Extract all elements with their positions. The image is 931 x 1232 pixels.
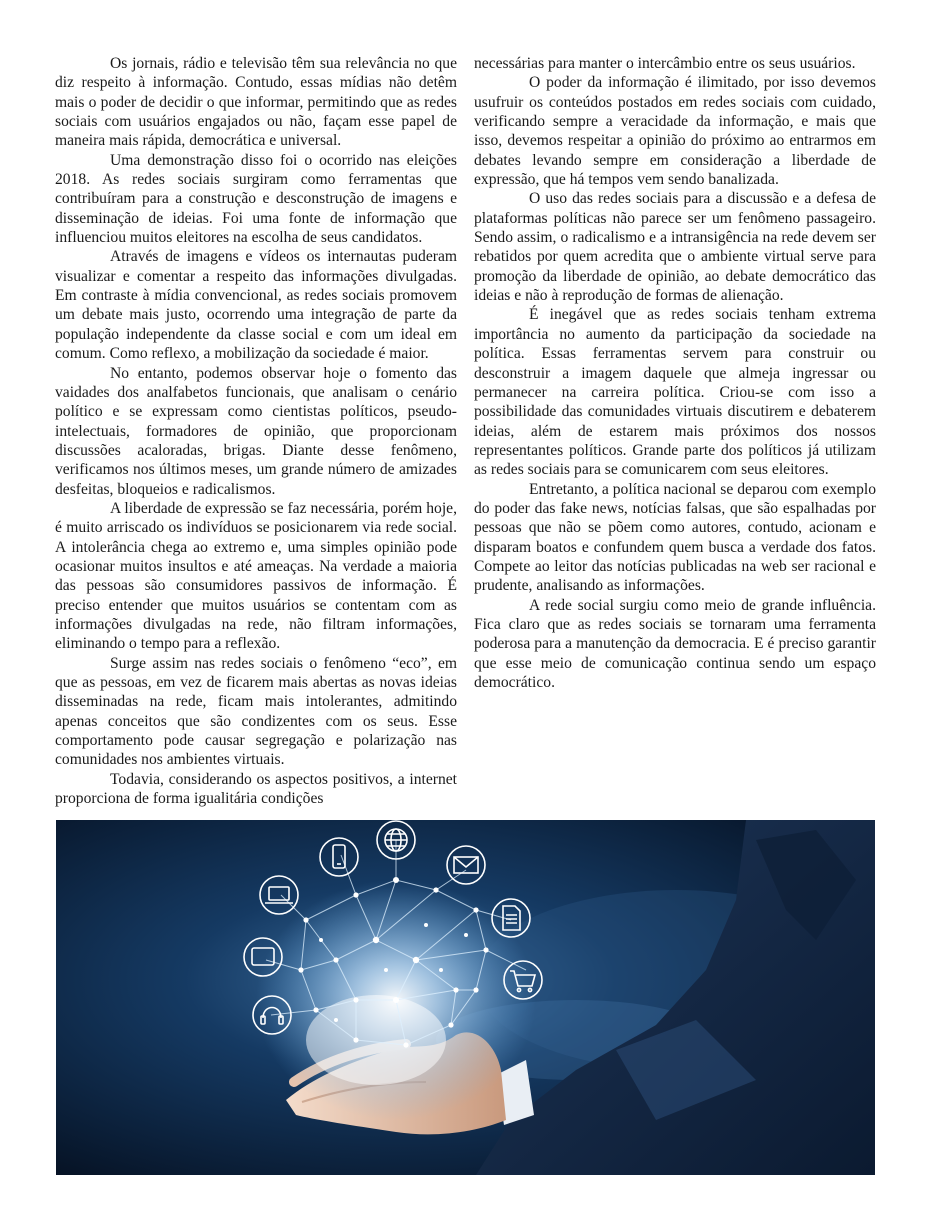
paragraph: O poder da informação é ilimitado, por isso devemos usufruir os conteúdos postados em redes sociais com cuidado, verificando sempre a veracidade da informação, e mais que isso, devemos respeitar a opinião do próximo ao entrarmos em debates levando sempre em consideração a liberdade de expressão, que há tempos vem sendo banalizada. (474, 74, 876, 189)
paragraph: Através de imagens e vídeos os internautas puderam visualizar e comentar a respeito das informações divulgadas. Em contraste à mídia convencional, as redes sociais promovem um debate mais justo, ocorrendo uma integração de parte da população independente da classe social e com um ideal em comum. Como reflexo, a mobilização da sociedade é maior. (55, 248, 457, 363)
paragraph: Surge assim nas redes sociais o fenômeno “eco”, em que as pessoas, em vez de ficarem mais abertas as novas ideias disseminadas na rede, ficam mais intolerantes, admitindo apenas conceitos que são condizentes com os seus. Esse comportamento pode causar segregação e polarização nas comunidades nos ambientes virtuais. (55, 654, 457, 769)
network-hand-photo (56, 820, 875, 1175)
article-right-column (474, 54, 876, 692)
paragraph: A liberdade de expressão se faz necessária, porém hoje, é muito arriscado os indivíduos se posicionarem via rede social. A intolerância chega ao extremo e, uma simples opinião pode ocasionar muitos insultos e até ameaças. Na verdade a maioria das pessoas são consumidores passivos de informação. É preciso entender que muitos usuários se contentam com as informações divulgadas na rede, não filtram informações, eliminando o tempo para a reflexão. (55, 499, 457, 653)
paragraph: Uma demonstração disso foi o ocorrido nas eleições 2018. As redes sociais surgiram como ferramentas que contribuíram para a construção e desconstrução de imagens e disseminação de ideias. Foi uma fonte de informação que influenciou muitos eleitores na escolha de seus candidatos. (55, 151, 457, 247)
article-left-column (55, 54, 457, 808)
paragraph: Entretanto, a política nacional se deparou com exemplo do poder das fake news, notícias falsas, que são espalhadas por pessoas que não se põem como autores, contudo, acionam e disparam boatos e confundem quem busca a verdade dos fatos. Compete ao leitor das notícias publicadas na web ser racional e prudente, analisando as informações. (474, 480, 876, 595)
paragraph: O uso das redes sociais para a discussão e a defesa de plataformas políticas não parece ser um fenômeno passageiro. Sendo assim, o radicalismo e a intransigência na rede devem ser rebatidos por quem acredita que o ambiente virtual serve para promoção da liberdade de opinião, ao debate democrático das ideias e não à reprodução de formas de alienação. (474, 190, 876, 305)
network-illustration (56, 820, 875, 1175)
paragraph: Os jornais, rádio e televisão têm sua relevância no que diz respeito à informação. Contudo, essas mídias não detêm mais o poder de decidir o que informar, permitindo que as redes sociais com usuários engajados ou não, façam esse papel de maneira mais rápida, democrática e universal. (55, 55, 457, 150)
paragraph: A rede social surgiu como meio de grande influência. Fica claro que as redes sociais se tornaram uma ferramenta poderosa para a manutenção da democracia. E é preciso garantir que esse meio de comunicação continua sendo um espaço democrático. (474, 596, 876, 691)
paragraph: Todavia, considerando os aspectos positivos, a internet proporciona de forma igualitária condições (55, 770, 457, 808)
paragraph-continuation: necessárias para manter o intercâmbio entre os seus usuários. (474, 55, 856, 72)
paragraph: No entanto, podemos observar hoje o fomento das vaidades dos analfabetos funcionais, que analisam o cenário político e se expressam como cientistas políticos, pseudo-intelectuais, formadores de opinião, que proporcionam discussões acaloradas, brigas. Diante desse fenômeno, verificamos nos últimos meses, um grande número de amizades desfeitas, bloqueios e radicalismos. (55, 364, 457, 498)
paragraph: É inegável que as redes sociais tenham extrema importância no aumento da participação da sociedade na política. Essas ferramentas servem para construir ou desconstruir a imagem daquele que almeja ingressar ou permanecer na carreira política. Criou-se com isso a possibilidade das comunidades virtuais discutirem e debaterem ideias, além de estarem mais próximos dos nossos representantes políticos. Grande parte dos políticos já utilizam as redes sociais para se comunicarem com seus eleitores. (474, 306, 876, 479)
